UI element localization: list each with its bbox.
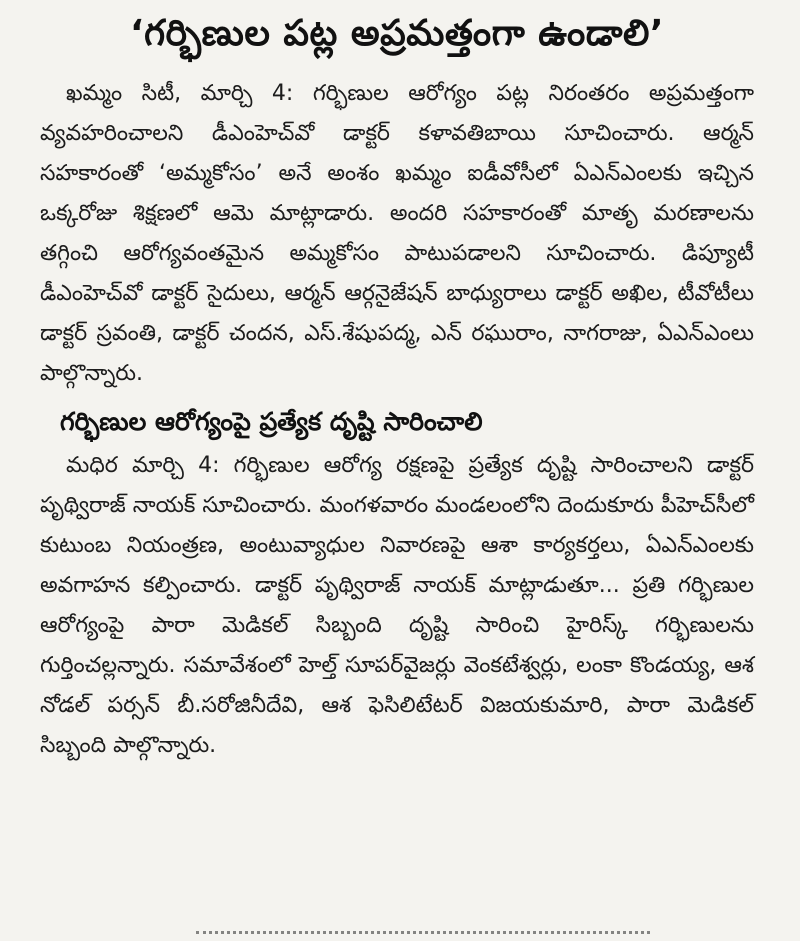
article-body: ఖమ్మం సిటీ, మార్చి 4: గర్భిణుల ఆరోగ్యం పట్ల నిరంతరం అప్రమత్తంగా వ్యవహరించాలని డీఎంహెచ్‌వో డాక్టర్ కళావతిబాయి సూచించారు. ఆర్మన్ సహకారంతో ‘అమ్మకోసం’ అనే అంశం ఖమ్మం ఐడీవోసీలో ఏఎన్ఎంలకు ఇచ్చిన ఒక్కరోజు శిక్షణలో ఆమె మాట్లాడారు. అందరి సహకారంతో మాతృ మరణాలను తగ్గించి ఆరోగ్యవంతమైన అమ్మకోసం పాటుపడాలని సూచించారు. డిప్యూటీ డీఎంహెచ్‌వో డాక్టర్ సైదులు, ఆర్మన్ ఆర్గనైజేషన్ బాధ్యురాలు డాక్టర్ అఖిల, టీవోటీలు డాక్టర్ స్రవంతి, డాక్టర్ చందన, ఎస్.శేషుపద్మ, ఎన్ రఘురాం, నాగరాజు, ఏఎన్ఎంలు పాల్గొన్నారు. (40, 81, 754, 386)
article-headline: ‘గర్భిణుల పట్ల అప్రమత్తంగా ఉండాలి’ (129, 13, 665, 54)
cut-off-next-headline (196, 931, 650, 941)
second-article-body: మధిర మార్చి 4: గర్భిణుల ఆరోగ్య రక్షణపై ప్రత్యేక దృష్టి సారించాలని డాక్టర్ పృథ్విరాజ్ నాయక్ సూచించారు. మంగళవారం మండలంలోని దెందుకూరు పీహెచ్‌సీలో కుటుంబ నియంత్రణ, అంటువ్యాధుల నివారణపై ఆశా కార్యకర్తలు, ఏఎన్ఎంలకు అవగాహన కల్పించారు. డాక్టర్ పృథ్విరాజ్ నాయక్ మాట్లాడుతూ... ప్రతి గర్భిణుల ఆరోగ్యంపై పారా మెడికల్ సిబ్బంది దృష్టి సారించి హైరిస్క్ గర్భిణులను గుర్తించల్లన్నారు. సమావేశంలో హెల్త్ సూపర్‌వైజర్లు వెంకటేశ్వర్లు, లంకా కొండయ్య, ఆశ నోడల్ పర్సన్ బీ.సరోజినీదేవి, ఆశ ఫెసిలిటేటర్ విజయకుమారి, పారా మెడికల్ సిబ్బంది పాల్గొన్నారు. (40, 453, 754, 758)
second-article-headline: గర్భిణుల ఆరోగ్యంపై ప్రత్యేక దృష్టి సారించాలి (60, 407, 483, 436)
